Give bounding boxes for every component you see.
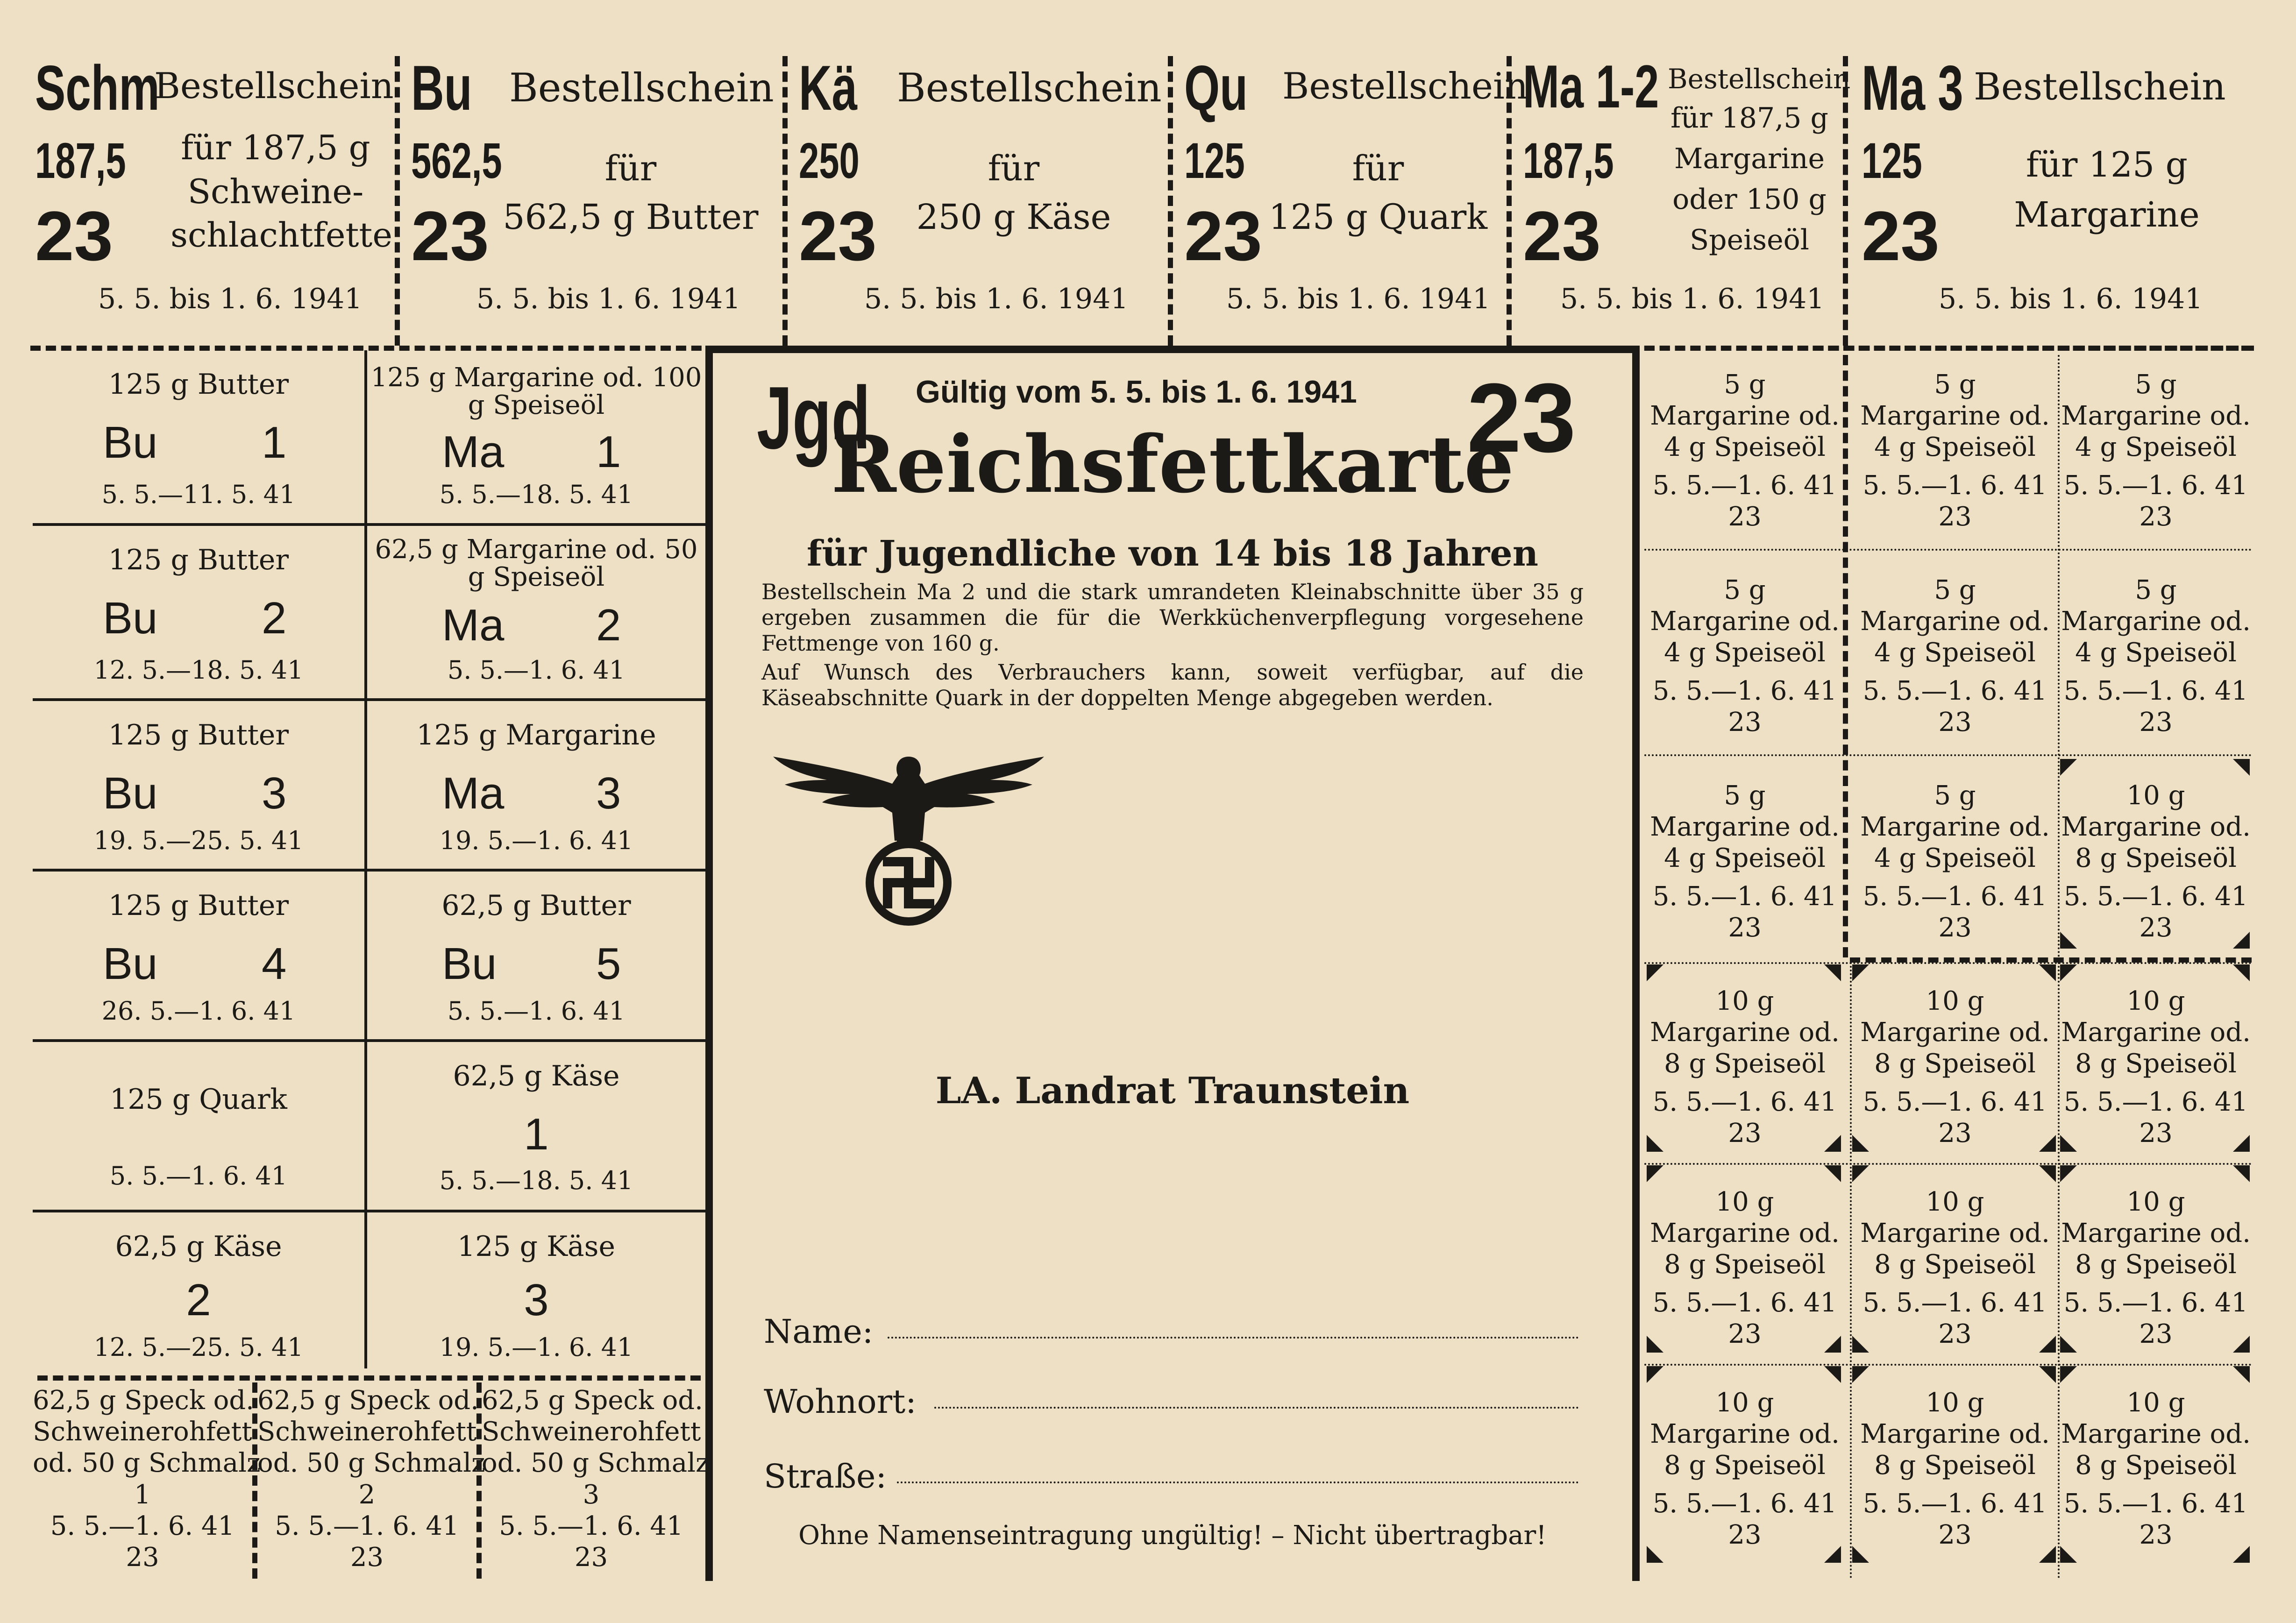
coupon-speck-3: 62,5 g Speck od. Schweinerohfett od. 50 g Schmalz 3 5. 5.—1. 6. 41 23	[482, 1385, 710, 1573]
slip-title: Bestellschein	[154, 65, 394, 106]
corner-marker-icon	[1647, 1336, 1663, 1353]
slip-number: 23	[411, 197, 489, 275]
slip-title: Bestellschein	[1282, 65, 1528, 107]
corner-marker-icon	[1852, 1546, 1869, 1563]
issuing-office-stamp: LA. Landrat Traunstein	[935, 1070, 1410, 1112]
corner-marker-icon	[1824, 1165, 1841, 1182]
small-coupon-10g: 10 g Margarine od. 8 g Speiseöl 5. 5.—1. 6. 41 23	[1650, 986, 1840, 1148]
corner-marker-icon	[2233, 759, 2250, 776]
corner-marker-icon	[2060, 932, 2077, 949]
order-slip-schm	[35, 42, 395, 332]
small-coupon-10g: 10 g Margarine od. 8 g Speiseöl 5. 5.—1. 6. 41 23	[1650, 1388, 1840, 1550]
validity-line: Gültig vom 5. 5. bis 1. 6. 1941	[916, 374, 1357, 410]
slip-title: Bestellschein	[509, 65, 774, 111]
order-slip-ma12	[1523, 42, 1851, 332]
card-number: 23	[1467, 363, 1576, 473]
corner-marker-icon	[1824, 964, 1841, 981]
coupon-margarine-3: 125 g Margarine Ma 3 19. 5.—1. 6. 41	[416, 719, 656, 855]
slip-valid: 5. 5. bis 1. 6. 1941	[1226, 283, 1491, 315]
slip-code: Schm	[35, 52, 160, 123]
corner-marker-icon	[1852, 1336, 1869, 1353]
corner-marker-icon	[1647, 1165, 1663, 1182]
coupon-butter-4: 125 g Butter Bu 4 26. 5.—1. 6. 41	[101, 889, 296, 1026]
slip-number: 23	[35, 197, 113, 275]
corner-marker-icon	[2233, 964, 2250, 981]
coupon-margarine-2: 62,5 g Margarine od. 50 g Speiseöl Ma 2 5. 5.—1. 6. 41	[375, 534, 698, 685]
slip-amount: 187,5	[35, 132, 126, 189]
order-slip-ma3	[1862, 42, 2254, 332]
coupon-kaese-2: 62,5 g Käse 2 12. 5.—25. 5. 41	[93, 1230, 304, 1362]
slip-code: Ma 1-2	[1523, 52, 1659, 120]
note-quark: Auf Wunsch des Verbrauchers kann, soweit verfügbar, auf die Käseabschnitte Quark in der doppelten Menge abgegeben werden.	[761, 659, 1584, 711]
slip-amount: 125	[1862, 132, 1922, 189]
slip-valid: 5. 5. bis 1. 6. 1941	[1560, 283, 1825, 315]
slip-title: Bestellschein	[897, 65, 1162, 111]
corner-marker-icon	[2233, 1135, 2250, 1152]
small-coupon-5g: 5 g Margarine od. 4 g Speiseöl 5. 5.—1. 6. 41 23	[1650, 575, 1840, 737]
corner-marker-icon	[2039, 1546, 2056, 1563]
coupon-kaese-1: 62,5 g Käse 1 5. 5.—18. 5. 41	[439, 1060, 633, 1195]
coupon-butter-1: 125 g Butter Bu 1 5. 5.—11. 5. 41	[101, 368, 296, 509]
slip-valid: 5. 5. bis 1. 6. 1941	[98, 283, 363, 315]
corner-marker-icon	[1824, 1135, 1841, 1152]
corner-marker-icon	[2060, 964, 2077, 981]
small-coupon-5g: 5 g Margarine od. 4 g Speiseöl 5. 5.—1. 6. 41 23	[1860, 369, 2050, 532]
small-coupon-5g: 5 g Margarine od. 4 g Speiseöl 5. 5.—1. 6. 41 23	[2061, 369, 2251, 532]
coupon-butter-2: 125 g Butter Bu 2 12. 5.—18. 5. 41	[93, 544, 304, 685]
slip-number: 23	[1523, 197, 1601, 275]
eagle-emblem-icon	[771, 747, 1046, 929]
small-coupon-10g: 10 g Margarine od. 8 g Speiseöl 5. 5.—1. 6. 41 23	[2061, 1187, 2251, 1349]
coupon-speck-1: 62,5 g Speck od. Schweinerohfett od. 50 g Schmalz 1 5. 5.—1. 6. 41 23	[33, 1385, 261, 1573]
corner-marker-icon	[2039, 964, 2056, 981]
corner-marker-icon	[1647, 964, 1663, 981]
corner-marker-icon	[2233, 1336, 2250, 1353]
corner-marker-icon	[2060, 1165, 2077, 1182]
small-coupon-10g: 10 g Margarine od. 8 g Speiseöl 5. 5.—1. 6. 41 23	[1860, 1187, 2050, 1349]
small-coupon-5g: 5 g Margarine od. 4 g Speiseöl 5. 5.—1. 6. 41 23	[2061, 575, 2251, 737]
slip-code: Kä	[799, 52, 858, 123]
slip-valid: 5. 5. bis 1. 6. 1941	[864, 283, 1129, 315]
corner-marker-icon	[2060, 1336, 2077, 1353]
slip-amount: 562,5	[411, 132, 502, 189]
slip-number: 23	[1862, 197, 1940, 275]
corner-marker-icon	[2060, 1366, 2077, 1383]
slip-number: 23	[799, 197, 877, 275]
card-subtitle: für Jugendliche von 14 bis 18 Jahren	[806, 532, 1538, 574]
corner-marker-icon	[2039, 1366, 2056, 1383]
corner-marker-icon	[2060, 1135, 2077, 1152]
small-coupon-5g: 5 g Margarine od. 4 g Speiseöl 5. 5.—1. 6. 41 23	[1650, 780, 1840, 943]
corner-marker-icon	[2233, 1546, 2250, 1563]
slip-desc: für 125 g Quark	[1268, 149, 1488, 237]
coupon-kaese-3: 125 g Käse 3 19. 5.—1. 6. 41	[439, 1230, 633, 1362]
small-coupon-10g: 10 g Margarine od. 8 g Speiseöl 5. 5.—1. 6. 41 23	[1860, 1388, 2050, 1550]
small-coupon-5g: 5 g Margarine od. 4 g Speiseöl 5. 5.—1. 6. 41 23	[1650, 369, 1840, 532]
slip-desc: für 187,5 g Margarine oder 150 g Speiseöl	[1670, 102, 1828, 256]
slip-valid: 5. 5. bis 1. 6. 1941	[1939, 283, 2203, 315]
slip-desc: für 562,5 g Butter	[503, 149, 759, 237]
slip-code: Ma 3	[1862, 52, 1963, 123]
small-coupon-10g: 10 g Margarine od. 8 g Speiseöl 5. 5.—1. 6. 41 23	[1650, 1187, 1840, 1349]
coupon-butter-5: 62,5 g Butter Bu 5 5. 5.—1. 6. 41	[441, 889, 631, 1026]
slip-title: Bestellschein	[1974, 65, 2226, 108]
order-slip-bu	[411, 42, 780, 332]
name-label: Name:	[764, 1312, 874, 1351]
corner-marker-icon	[1647, 1135, 1663, 1152]
corner-marker-icon	[2039, 1135, 2056, 1152]
corner-marker-icon	[2233, 932, 2250, 949]
street-label: Straße:	[764, 1457, 887, 1495]
card-title: Reichsfettkarte	[831, 418, 1514, 510]
slip-valid: 5. 5. bis 1. 6. 1941	[476, 283, 741, 315]
corner-marker-icon	[2233, 1165, 2250, 1182]
small-coupon-10g: 10 g Margarine od. 8 g Speiseöl 5. 5.—1. 6. 41 23	[1860, 986, 2050, 1148]
corner-marker-icon	[1647, 1546, 1663, 1563]
corner-marker-icon	[1647, 1366, 1663, 1383]
slip-number: 23	[1184, 197, 1262, 275]
small-coupon-10g: 10 g Margarine od. 8 g Speiseöl 5. 5.—1. 6. 41 23	[2061, 1388, 2251, 1550]
corner-marker-icon	[2039, 1336, 2056, 1353]
order-slip-kae	[799, 42, 1168, 332]
corner-marker-icon	[2233, 1366, 2250, 1383]
small-coupon-10g: 10 g Margarine od. 8 g Speiseöl 5. 5.—1. 6. 41 23	[2061, 780, 2251, 943]
slip-amount: 250	[799, 132, 860, 189]
slip-desc: für 125 g Margarine	[2014, 145, 2200, 235]
corner-marker-icon	[1852, 1165, 1869, 1182]
slip-amount: 125	[1184, 132, 1245, 189]
corner-marker-icon	[2039, 1165, 2056, 1182]
town-label: Wohnort:	[764, 1382, 917, 1421]
slip-code: Qu	[1184, 52, 1248, 123]
small-coupon-10g: 10 g Margarine od. 8 g Speiseöl 5. 5.—1. 6. 41 23	[2061, 986, 2251, 1148]
corner-marker-icon	[1824, 1546, 1841, 1563]
note-werkkueche: Bestellschein Ma 2 und die stark umrandeten Kleinabschnitte über 35 g ergeben zusammen die für die Werkküchenverpflegung vorgesehene Fettmenge von 160 g.	[761, 579, 1584, 656]
coupon-margarine-1: 125 g Margarine od. 100 g Speiseöl Ma 1 5. 5.—18. 5. 41	[370, 362, 702, 509]
slip-code: Bu	[411, 52, 472, 123]
small-coupon-5g: 5 g Margarine od. 4 g Speiseöl 5. 5.—1. 6. 41 23	[1860, 780, 2050, 943]
coupon-speck-2: 62,5 g Speck od. Schweinerohfett od. 50 g Schmalz 2 5. 5.—1. 6. 41 23	[257, 1385, 485, 1573]
slip-title: Bestellschein	[1668, 63, 1851, 95]
corner-marker-icon	[1852, 1366, 1869, 1383]
corner-marker-icon	[2060, 759, 2077, 776]
order-slip-qu	[1184, 42, 1528, 332]
corner-marker-icon	[1824, 1336, 1841, 1353]
coupon-butter-3: 125 g Butter Bu 3 19. 5.—25. 5. 41	[93, 719, 304, 855]
footer-notice: Ohne Namenseintragung ungültig! – Nicht übertragbar!	[798, 1520, 1547, 1551]
coupon-quark: 125 g Quark 5. 5.—1. 6. 41	[109, 1083, 288, 1191]
corner-marker-icon	[1852, 1135, 1869, 1152]
small-coupon-5g: 5 g Margarine od. 4 g Speiseöl 5. 5.—1. 6. 41 23	[1860, 575, 2050, 737]
group-code: Jgd	[757, 369, 871, 468]
slip-desc: für 187,5 g Schweine- schlachtfette	[171, 128, 392, 255]
slip-desc: für 250 g Käse	[916, 149, 1111, 237]
corner-marker-icon	[1852, 964, 1869, 981]
corner-marker-icon	[2060, 1546, 2077, 1563]
slip-amount: 187,5	[1523, 132, 1614, 189]
corner-marker-icon	[1824, 1366, 1841, 1383]
